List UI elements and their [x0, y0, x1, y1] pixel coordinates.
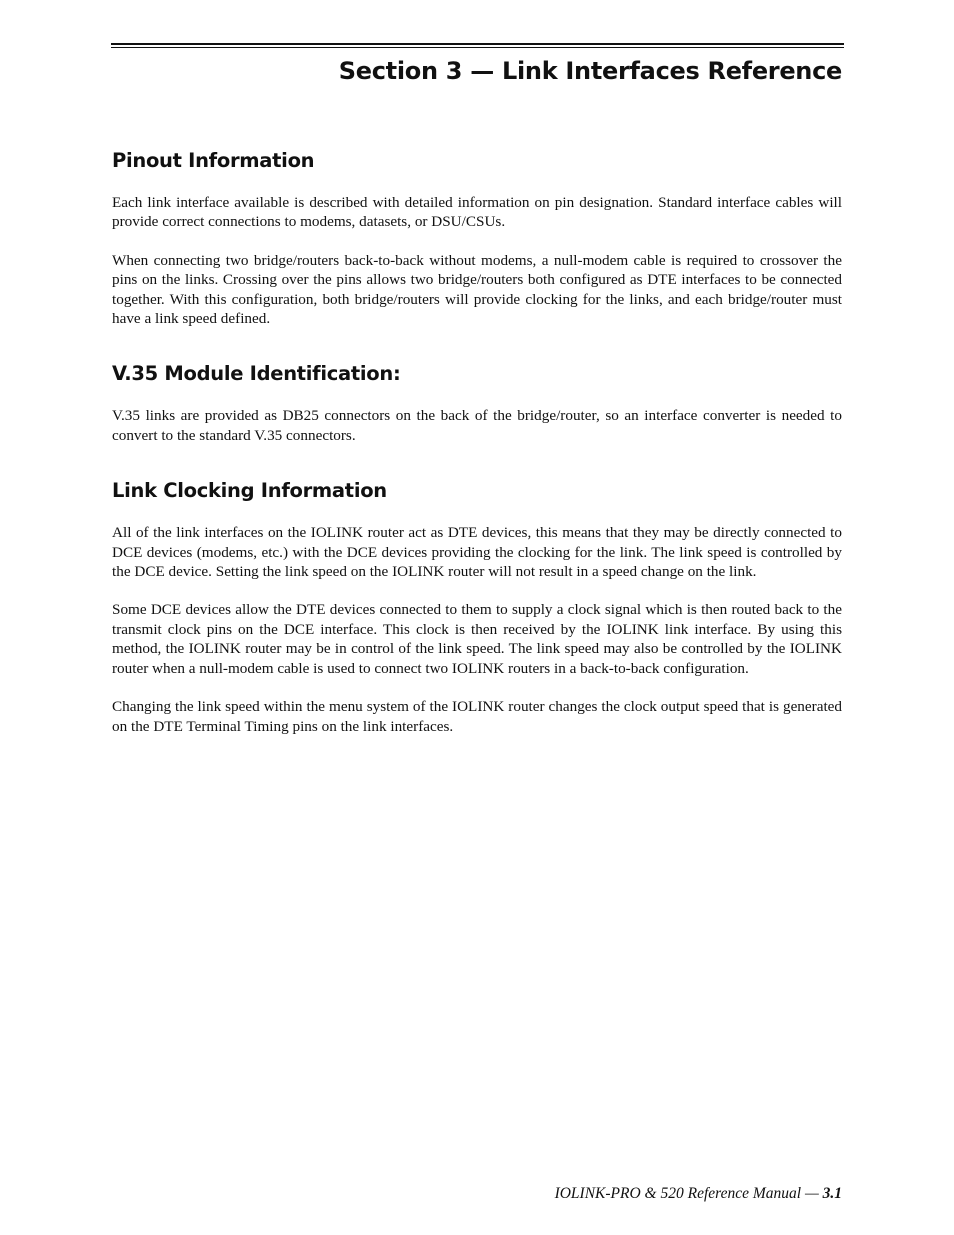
section-heading: Pinout Information [112, 149, 315, 172]
header-rule-thin [111, 47, 844, 48]
section-pinout-information [112, 147, 842, 328]
paragraph: Changing the link speed within the menu system of the IOLINK router changes the clock output speed that is generated on the DTE Terminal Timing pins on the link interfaces. [112, 698, 842, 735]
footer-page-number: 3.1 [822, 1185, 842, 1202]
paragraph: Some DCE devices allow the DTE devices connected to them to supply a clock signal which is then routed back to the transmit clock pins on the DCE interface. This clock is then received by the IOLINK link interface. By using this method, the IOLINK router may be in control of the link speed. The link speed may also be controlled by the IOLINK router when a null-modem cable is used to connect two IOLINK routers in a back-to-back configuration. [112, 601, 842, 677]
section-heading: Link Clocking Information [112, 479, 387, 503]
document-body [112, 147, 842, 768]
paragraph: Each link interface available is described with detailed information on pin designation. Standard interface cables will provide correct connections to modems, datasets, or DSU/CSUs. [112, 194, 842, 231]
header-rule [111, 43, 844, 45]
section-heading: V.35 Module Identification: [112, 362, 401, 386]
page-title: Section 3 — Link Interfaces Reference [338, 57, 842, 85]
section-v35-module-identification [112, 360, 842, 445]
page-footer [555, 1185, 842, 1203]
section-link-clocking-information [112, 477, 842, 736]
paragraph: All of the link interfaces on the IOLINK router act as DTE devices, this means that they may be directly connected to DCE devices (modems, etc.) with the DCE devices providing the clocking for the link. The link speed is controlled by the DCE device. Setting the link speed on the IOLINK router will not result in a speed change on the link. [112, 524, 842, 581]
paragraph: V.35 links are provided as DB25 connectors on the back of the bridge/router, so an interface converter is needed to convert to the standard V.35 connectors. [112, 407, 842, 444]
paragraph: When connecting two bridge/routers back-to-back without modems, a null-modem cable is required to crossover the pins on the links. Crossing over the pins allows two bridge/routers both configured as DTE interfaces to be connected together. With this configuration, both bridge/routers will provide clocking for the links, and each bridge/router must have a link speed defined. [112, 251, 842, 328]
footer-manual-title: IOLINK-PRO & 520 Reference Manual — [554, 1185, 823, 1202]
